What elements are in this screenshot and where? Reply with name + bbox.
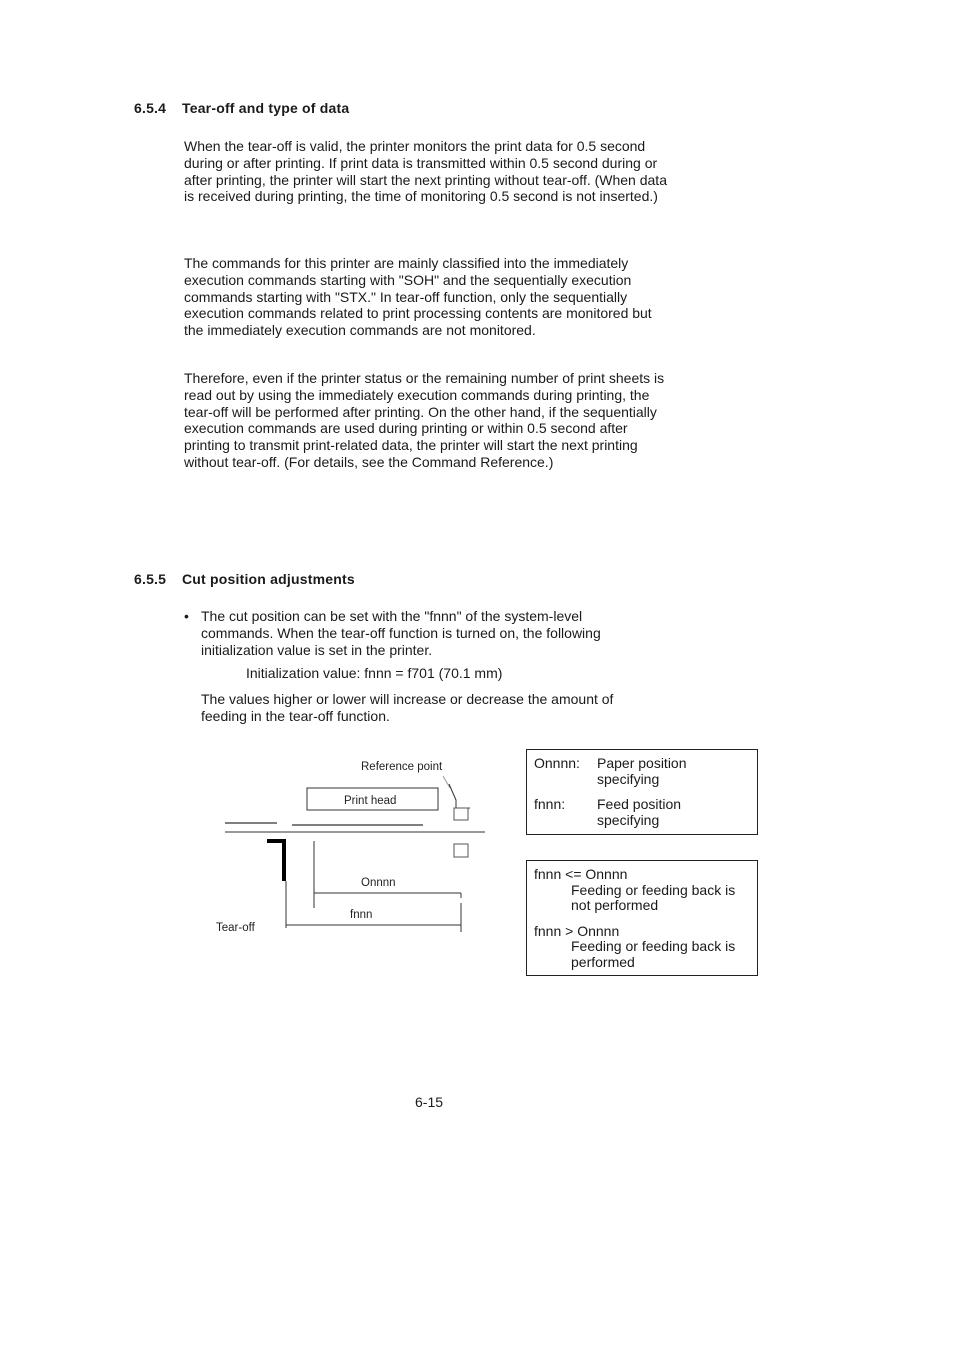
legend-box [526,749,758,835]
tear-off-label: Tear-off [216,922,255,934]
condition-result-line: performed [571,953,635,970]
legend-desc-line: Feed position [597,796,682,812]
legend-desc [597,797,681,828]
values-note: The values higher or lower will increase or decrease the amount of feeding in the tear-off function. [201,691,614,724]
reference-point-label: Reference point [361,761,443,773]
legend-term: Onnnn: [534,755,580,771]
sensor-square-bottom [454,844,468,857]
paragraph-3 [184,370,674,471]
legend-term: fnnn: [534,796,566,812]
init-value: Initialization value: fnnn = f701 (70.1 mm) [246,665,503,681]
legend-desc-line: specifying [597,811,660,828]
condition-row-gt [534,924,757,971]
condition-row-le [534,867,757,914]
section-title: Tear-off and type of data [182,100,350,116]
sensor-square-top [454,808,468,820]
section-number: 6.5.5 [134,571,167,587]
paragraph-text: The commands for this printer are mainly classified into the immediately execution commands starting with "SOH" and the sequentially execution commands starting with "STX." In tear-off function, only the sequentially execution commands related to print processing contents are monitored but the immediately execution commands are not monitored. [184,255,652,339]
section-number: 6.5.4 [134,100,167,116]
legend-desc-line: Paper position [597,755,687,771]
section-heading-6-5-4 [134,100,349,116]
print-head-label: Print head [344,795,397,807]
cut-position-diagram [200,748,500,948]
section-heading-6-5-5 [134,571,355,587]
paragraph-text: When the tear-off is valid, the printer monitors the print data for 0.5 second during or after printing. If print data is transmitted within 0.5 second during or after printing, the printer will start the next printing without tear-off. (When data is received during printing, the time of monitoring 0.5 second is not inserted.) [184,138,667,205]
legend-desc-line: specifying [597,770,660,787]
fnnn-label: fnnn [350,909,373,921]
legend-row-onnnn [534,756,757,787]
reference-leader [449,784,470,808]
condition-result-line: not performed [571,897,659,913]
tear-off-bar [267,841,284,881]
condition-text: fnnn > Onnnn [534,922,620,939]
paragraph-text: Therefore, even if the printer status or the remaining number of print sheets is read out by using the immediately execution commands during printing, the tear-off will be performed after printing. On the other hand, if the sequentially execution commands are used during printing or within 0.5 second after printing to transmit print-related data, the printer will start the next printing without tear-off. (For details, see the Command Reference.) [184,370,665,470]
bullet-marker: • [184,608,189,624]
reference-pointer [443,776,450,788]
legend-desc [597,756,687,787]
condition-text: fnnn <= Onnnn [534,866,628,882]
section-title: Cut position adjustments [182,571,355,587]
bullet-paragraph: The cut position can be set with the "fnnn" of the system-level commands. When the tear-off function is turned on, the following initialization value is set in the printer. [201,608,601,658]
paragraph-1 [184,138,674,205]
onnnn-label: Onnnn [361,877,396,889]
condition-result-line: Feeding or feeding back is [571,938,736,954]
legend-row-fnnn [534,797,757,828]
page-number: 6-15 [415,1094,444,1110]
condition-box [526,860,758,976]
condition-result-line: Feeding or feeding back is [571,881,736,898]
paragraph-2 [184,255,674,339]
